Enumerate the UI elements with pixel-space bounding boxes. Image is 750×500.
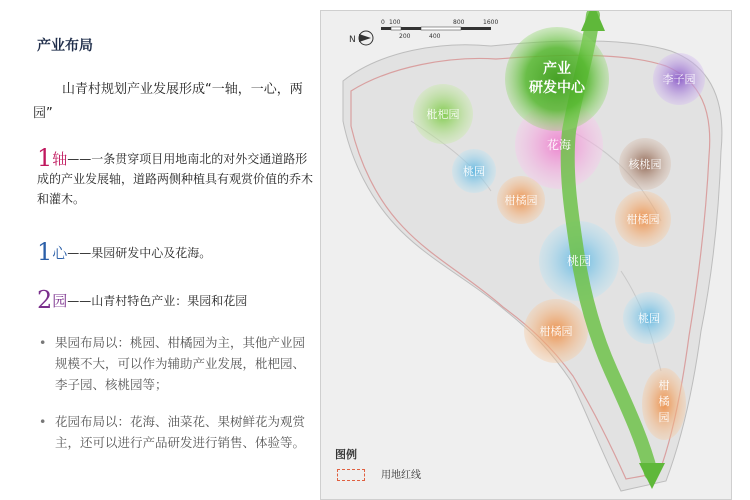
- scale-bar-seg: [401, 27, 421, 30]
- site-plan-map: [320, 10, 732, 500]
- bullet-list: [37, 332, 312, 469]
- bullet-icon: •: [39, 335, 47, 350]
- gardens-keyword: 园: [52, 292, 68, 310]
- legend-title: 图例: [335, 448, 357, 461]
- axis-number: 1: [37, 144, 53, 172]
- scale-label: 200: [399, 33, 411, 40]
- center-description: [37, 238, 317, 266]
- legend-boundary-label: 用地红线: [381, 470, 421, 481]
- scale-bar-seg: [421, 27, 461, 30]
- center-number: 1: [37, 238, 53, 266]
- gardens-text: ——山青村特色产业：果园和花园: [67, 294, 248, 308]
- axis-text: ——一条贯穿项目用地南北的对外交通道路形成的产业发展轴，道路两侧种植具有观赏价值的乔木和灌木。: [37, 152, 314, 206]
- zone-taoyuan-1-label: 桃园: [463, 165, 485, 178]
- axis-arrow-north: [581, 11, 605, 31]
- scale-bar-seg: [391, 27, 401, 30]
- zone-ganju-3-label: 柑橘园: [539, 325, 573, 338]
- axis-keyword: 轴: [52, 150, 68, 168]
- north-label: N: [349, 35, 356, 45]
- scale-label: 0: [381, 19, 385, 26]
- axis-description: [37, 144, 317, 209]
- bullet-text-fruit: 果园布局以：桃园、柑橘园为主，其他产业园规模不大，可以作为辅助产业发展，枇杷园、李子园、核桃园等；: [55, 335, 306, 392]
- scale-label: 800: [453, 19, 465, 26]
- north-arrow-pointer: [359, 34, 371, 42]
- zone-lizi-label: 李子园: [662, 73, 696, 86]
- zone-ganju-4-label-3: 园: [658, 411, 670, 424]
- zone-taoyuan-2-label: 桃园: [566, 254, 592, 268]
- legend-boundary-swatch: [337, 469, 365, 481]
- list-item: [37, 411, 312, 453]
- text-panel: [0, 0, 320, 500]
- zone-huahai-label: 花海: [546, 138, 572, 152]
- zone-hetao-label: 核桃园: [628, 158, 662, 171]
- gardens-number: 2: [37, 286, 53, 314]
- map-canvas: [321, 11, 731, 499]
- scale-label: 1600: [483, 19, 499, 26]
- scale-label: 100: [389, 19, 401, 26]
- zone-ganju-4-label-1: 柑: [658, 379, 670, 392]
- scale-bar-seg: [381, 27, 391, 30]
- bullet-text-flower: 花园布局以：花海、油菜花、果树鲜花为观赏主，还可以进行产品研发进行销售、体验等。: [55, 414, 306, 450]
- section-heading: 产业布局: [37, 38, 93, 54]
- center-keyword: 心: [52, 244, 68, 262]
- gardens-description: [37, 286, 317, 314]
- center-text: ——果园研发中心及花海。: [67, 246, 212, 260]
- rd-center-label-2: 研发中心: [529, 80, 585, 96]
- rd-center-zone: [505, 27, 609, 131]
- bullet-icon: •: [39, 414, 47, 429]
- intro-text: 山青村规划产业发展形成“一轴，一心，两园”: [33, 82, 303, 121]
- scale-label: 400: [429, 33, 441, 40]
- zone-pipa-label: 枇杷园: [426, 108, 460, 121]
- zone-ganju-1-label: 柑橘园: [504, 194, 538, 207]
- zone-ganju-2-label: 柑橘园: [626, 213, 660, 226]
- rd-center-label-1: 产业: [543, 61, 571, 77]
- scale-bar-seg: [461, 27, 491, 30]
- zone-ganju-4-label-2: 橘: [658, 395, 670, 408]
- zone-taoyuan-3-label: 桃园: [638, 312, 660, 325]
- list-item: [37, 332, 312, 395]
